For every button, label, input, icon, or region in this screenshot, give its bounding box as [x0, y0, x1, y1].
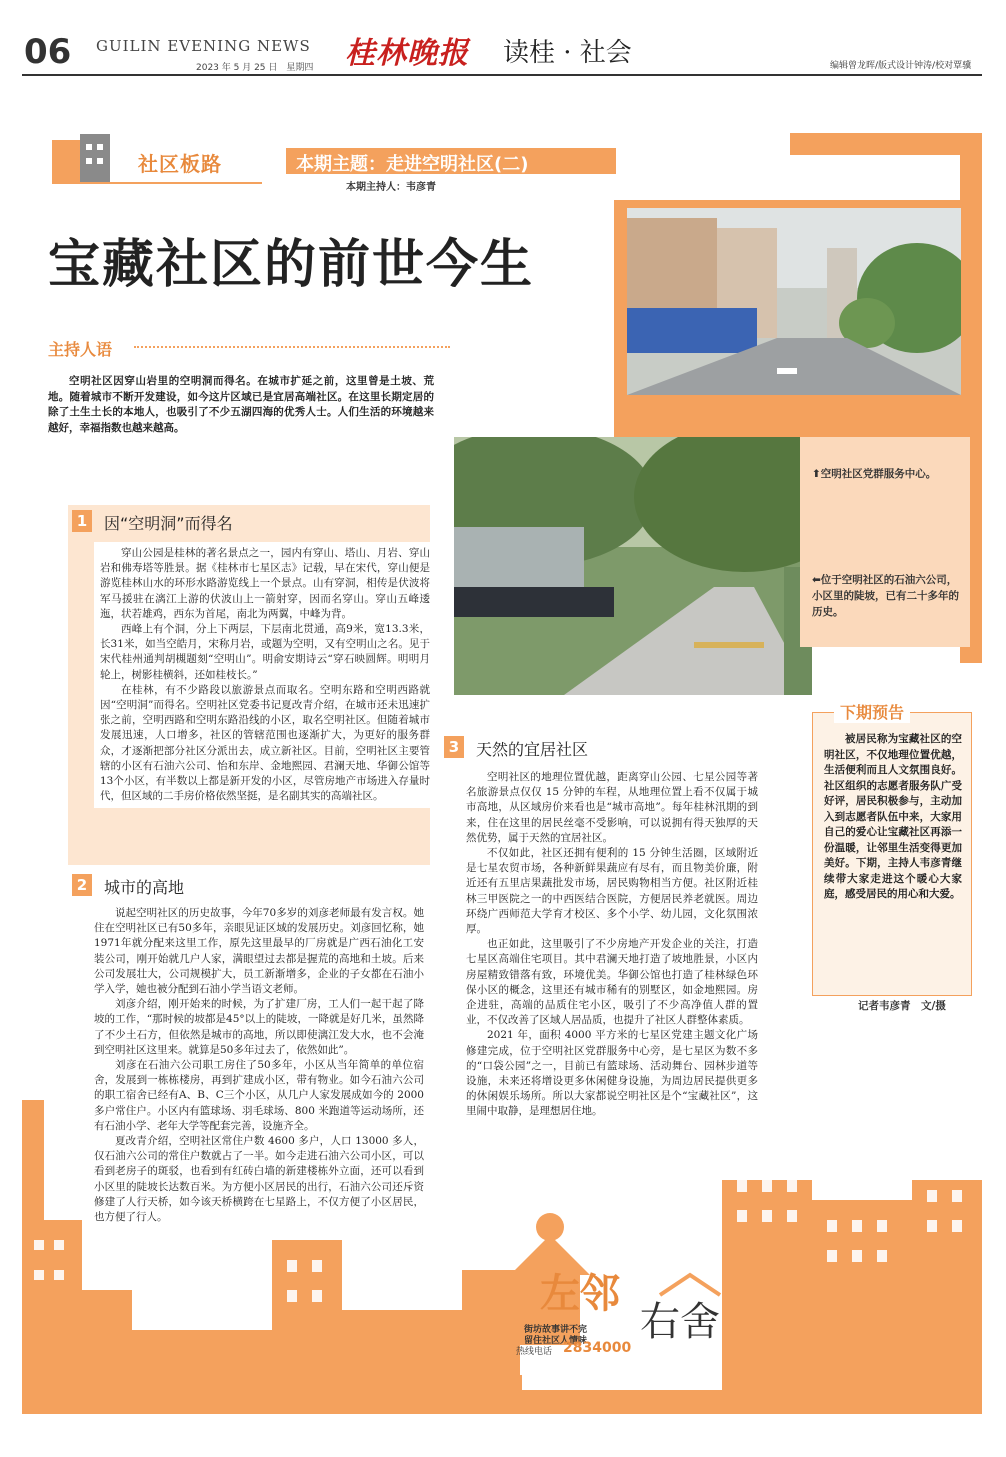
logo-text-left: 左邻	[540, 1270, 620, 1317]
paper-name-chinese: 桂林晚报	[345, 36, 469, 71]
section-2-number: 2	[72, 874, 92, 896]
paragraph: 在桂林，有不少路段以旅游景点而取名。空明东路和空明西路就因“空明洞”而得名。空明社区党委书记夏改青介绍，在城市还未迅速扩张之前，空明西路和空明东路沿线的小区，取名空明社区。但随着城市发展迅速，人口增多，社区的管辖范围也逐渐扩大，为更好的服务群众，才逐渐把部分社区分派出去，成立新社区。目前，空明社区主要管辖的小区有石油六公司、怡和东岸、金地熙园、君澜天地、华御公馆等13个小区，有半数以上都是新开发的小区，尽管房地产市场进入存量时代，但区域的二手房价格依然坚挺，是名副其实的高端社区。	[100, 683, 430, 803]
section-1-body	[94, 542, 436, 808]
section-3-title: 天然的宜居社区	[476, 740, 589, 759]
paper-name-english: GUILIN EVENING NEWS	[96, 37, 311, 55]
house-icon	[52, 140, 80, 182]
photo-slope-road	[454, 437, 812, 695]
issue-date: 2023 年 5 月 25 日 星期四	[196, 63, 314, 73]
paragraph: 西峰上有个洞，分上下两层，下层南北贯通，高9米，宽13.3米，长31米，如当空皓月，宋称月岩，或题为空明，又有空明山之名。见于宋代桂州通判胡槻题刻“空明山”。明俞安期诗云“穿石映圆辉。明明月轮上，树影桂横斜，还如桂枝长。”	[100, 623, 430, 681]
byline: 记者韦彦青 文/摄	[858, 1000, 946, 1012]
section-name: 读桂 · 社会	[503, 38, 632, 68]
host-name: 本期主持人：韦彦青	[346, 182, 436, 193]
preview-title: 下期预告	[834, 700, 910, 723]
caption-photo-1: ⬆空明社区党群服务中心。	[812, 468, 937, 480]
theme-title: 本期主题：走进空明社区(二)	[296, 154, 529, 175]
hotline-number: 2834000	[563, 1340, 632, 1356]
paragraph: 2021 年，面积 4000 平方米的七星区党建主题文化广场修建完成，位于空明社区党群服务中心旁，是七星区为数不多的“口袋公园”之一，目前已有篮球场、活动舞台、园林步道等设施，未来还将增设更多休闲健身设施，为周边居民提供更多的休闲娱乐场所。所以大家都说空明社区是个“宝藏社区”，这里闹中取静，是理想居住地。	[466, 1029, 758, 1118]
photo-service-center	[627, 208, 961, 395]
paragraph: 夏改青介绍，空明社区常住户数 4600 多户，人口 13000 多人，仅石油六公司的常住户数就占了一半。如今走进石油六公司小区，可以看到老房子的斑驳，也看到有红砖白墙的新建楼栋外立面，还可以看到小区里的陡坡长达数百米。为方便小区居民的出行，石油六公司还斥资修建了人行天桥，如今该天桥横跨在七星路上，不仅方便了小区居民，也方便了行人。	[94, 1135, 424, 1224]
paragraph: 穿山公园是桂林的著名景点之一，园内有穿山、塔山、月岩、穿山岩和佛寿塔等胜景。据《桂林市七星区志》记载，早在宋代，穿山便是游览桂林山水的环形水路游览线上一个景点。山有穿洞，相传是伏波将军马援驻在漓江上游的伏波山上一箭射穿，因而名穿山。穿山五峰逶迤，状若雄鸡，西东为首尾，南北为两翼，中峰为背。	[100, 547, 430, 620]
section-1-title: 因“空明洞”而得名	[104, 514, 233, 533]
editor-credits: 编辑曾龙晖/版式设计钟涛/校对覃骥	[830, 61, 972, 71]
hotline-label: 热线电话	[516, 1347, 553, 1357]
host-words-body: 空明社区因穿山岩里的空明洞而得名。在城市扩延之前，这里曾是土坡、荒地。随着城市不断开发建设，如今这片区域已是宜居高端社区。在这里长期定居的除了土生土长的本地人，也吸引了不少五湖四海的优秀人士。人们生活的环境越来越好，幸福指数也越来越高。	[48, 375, 434, 434]
building-icon	[80, 134, 110, 182]
paragraph: 刘彦介绍，刚开始来的时候，为了扩建厂房，工人们一起干起了降坡的工作，“那时候的坡都是45°以上的陡坡，一降就是好几米，虽然降了不少土石方，但依然是城市的高地，所以即使漓江发大水，也不会淹到空明社区这里来。就算是50多年过去了，依然如此”。	[94, 998, 424, 1056]
header-rule	[22, 74, 982, 76]
logo-slogan: 留住社区人情味	[524, 1336, 588, 1346]
logo-slogan: 街坊故事讲不完	[524, 1325, 588, 1335]
paragraph: 空明社区的地理位置优越，距离穿山公园、七星公园等著名旅游景点仅仅 15 分钟的车程，从地理位置上看不仅属于城市高地，从区域房价来看也是“城市高地”。每年桂林汛期的到来，住在这里的居民丝毫不受影响，可以说拥有得天独厚的天然优势，属于天然的宜居社区。	[466, 771, 758, 844]
paragraph: 也正如此，这里吸引了不少房地产开发企业的关注，打造七星区高端住宅项目。其中君澜天地打造了坡地胜景，小区内房屋精致错落有致，环境优美。华御公馆也打造了桂林绿色环保小区的概念，这里还有城市稀有的别墅区，如金地熙园。房企进驻，高端的品质住宅小区，吸引了不少高净值人群的置业，不仅改善了区域人居品质，也提升了社区人群整体素质。	[466, 938, 758, 1027]
preview-body: 被居民称为宝藏社区的空明社区，不仅地理位置优越，生活便利而且人文氛围良好。社区组织的志愿者服务队广受好评，居民积极参与，主动加入到志愿者队伍中来，大家用自己的爱心让宝藏社区再添一份温暖，让邻里生活变得更加美好。下期，主持人韦彦青继续带大家走进这个暖心大家庭，感受居民的用心和大爱。	[824, 733, 962, 900]
headline: 宝藏社区的前世今生	[48, 235, 535, 295]
column-tag-rule	[52, 182, 262, 184]
section-3-number: 3	[444, 736, 464, 758]
host-words-title: 主持人语	[48, 340, 113, 359]
caption-photo-2: ⬅位于空明社区的石油六公司，小区里的陡坡，已有二十多年的历史。	[812, 574, 959, 618]
page-number: 06	[24, 32, 72, 72]
logo-text-right: 右舍	[640, 1299, 720, 1345]
dotted-rule	[134, 346, 450, 348]
paragraph: 不仅如此，社区还拥有便利的 15 分钟生活圈，区域附近是七星农贸市场，各种新鲜果蔬应有尽有，而且物美价廉，附近还有五里店果蔬批发市场，居民购物相当方便。社区附近桂林三甲医院之一的中西医结合医院，方便居民养老就医。周边环绕广西师范大学育才校区、多个小学、幼儿园，文化氛围浓厚。	[466, 847, 758, 936]
section-2-body	[94, 906, 424, 1225]
section-3-body	[466, 770, 758, 1120]
decor-frame-top	[790, 133, 970, 155]
paragraph: 刘彦在石油六公司职工房住了50多年，小区从当年简单的单位宿舍，发展到一栋栋楼房，再到扩建成小区，带有物业。如今石油六公司的职工宿舍已经有A、B、C三个小区，从几户人家发展成如今的 2000 多户常住户。小区内有篮球场、羽毛球场、800 米跑道等运动场所，还有石油小学、老年大学等配套完善，设施齐全。	[94, 1059, 424, 1132]
section-1-number: 1	[72, 510, 92, 532]
column-tag: 社区板路	[138, 152, 222, 176]
paragraph: 说起空明社区的历史故事，今年70多岁的刘彦老师最有发言权。她住在空明社区已有50多年，亲眼见证区域的发展历史。刘彦回忆称，她1971年就分配来这里工作，原先这里最早的厂房就是广西石油化工安装公司，刚开始就几户人家，满眼望过去都是握荒的高地和土坡。后来公司发展壮大，公司规模扩大，员工新渐增多，企业的子女都在石油小学入学，她也被分配到石油小学当语文老师。	[94, 907, 424, 996]
section-2-title: 城市的高地	[104, 878, 185, 897]
